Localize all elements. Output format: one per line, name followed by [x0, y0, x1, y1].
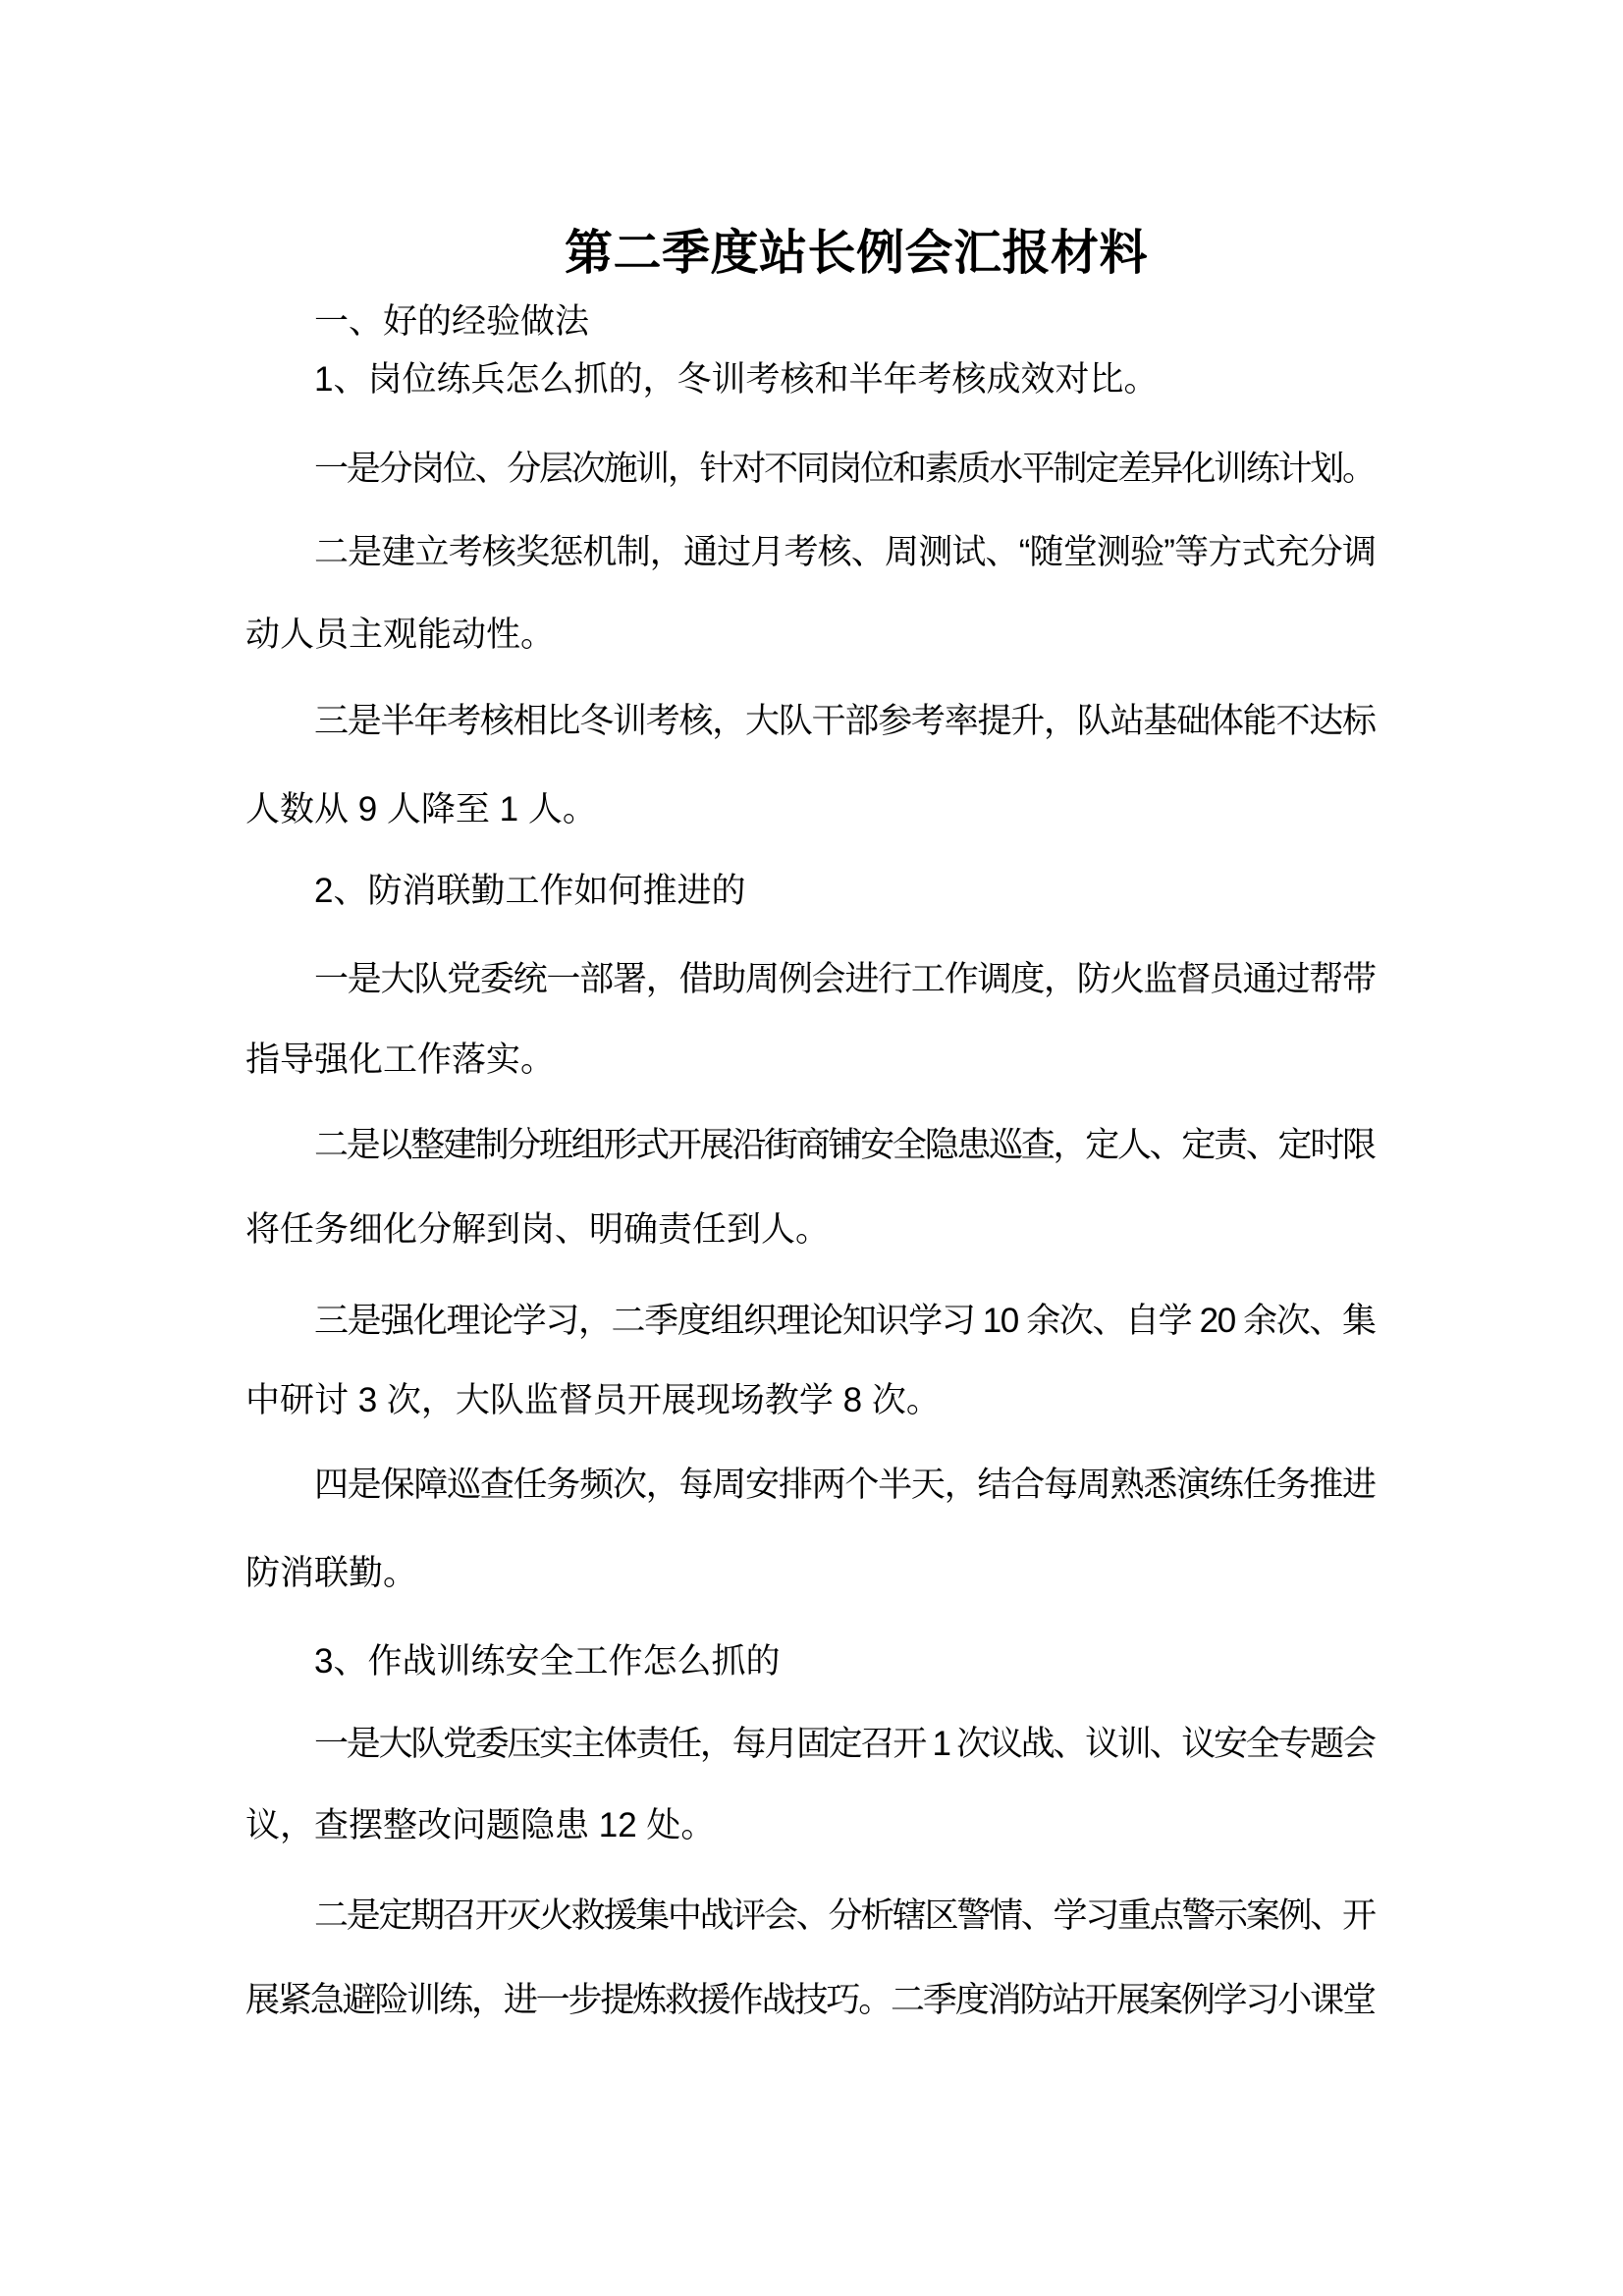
paragraph-line: 展紧急避险训练，进一步提炼救援作战技巧。二季度消防站开展案例学习小课堂 — [245, 1981, 1375, 2019]
paragraph-line: 二是以整建制分班组形式开展沿街商铺安全隐患巡查，定人、定责、定时限 — [314, 1126, 1375, 1164]
document-title: 第二季度站长例会汇报材料 — [565, 227, 1149, 280]
paragraph-line: 二是建立考核奖惩机制，通过月考核、周测试、“随堂测验”等方式充分调 — [314, 533, 1377, 571]
subheading-line: 3、作战训练安全工作怎么抓的 — [314, 1642, 781, 1681]
paragraph-line: 一是大队党委压实主体责任，每月固定召开 1 次议战、议训、议安全专题会 — [314, 1725, 1375, 1763]
paragraph-line: 二是定期召开灭火救援集中战评会、分析辖区警情、学习重点警示案例、开 — [314, 1896, 1375, 1935]
paragraph-line: 三是半年考核相比冬训考核，大队干部参考率提升，队站基础体能不达标 — [314, 702, 1376, 740]
paragraph-line: 防消联勤。 — [245, 1554, 418, 1592]
section-heading-line: 一、好的经验做法 — [314, 302, 590, 341]
paragraph-line: 四是保障巡查任务频次，每周安排两个半天，结合每周熟悉演练任务推进 — [314, 1466, 1376, 1504]
subheading-line: 2、防消联勤工作如何推进的 — [314, 872, 746, 910]
paragraph-line: 一是分岗位、分层次施训，针对不同岗位和素质水平制定差异化训练计划。 — [314, 450, 1375, 488]
paragraph-line: 议，查摆整改问题隐患 12 处。 — [245, 1806, 716, 1844]
paragraph-line: 人数从 9 人降至 1 人。 — [245, 790, 597, 828]
subheading-line: 1、岗位练兵怎么抓的，冬训考核和半年考核成效对比。 — [314, 360, 1159, 399]
paragraph-line: 三是强化理论学习，二季度组织理论知识学习 10 余次、自学 20 余次、集 — [314, 1302, 1376, 1340]
paragraph-line: 将任务细化分解到岗、明确责任到人。 — [245, 1210, 831, 1249]
paragraph-line: 指导强化工作落实。 — [245, 1041, 556, 1079]
paragraph-line: 动人员主观能动性。 — [245, 615, 556, 654]
paragraph-line: 中研讨 3 次，大队监督员开展现场教学 8 次。 — [245, 1381, 941, 1419]
paragraph-line: 一是大队党委统一部署，借助周例会进行工作调度，防火监督员通过帮带 — [314, 960, 1376, 998]
